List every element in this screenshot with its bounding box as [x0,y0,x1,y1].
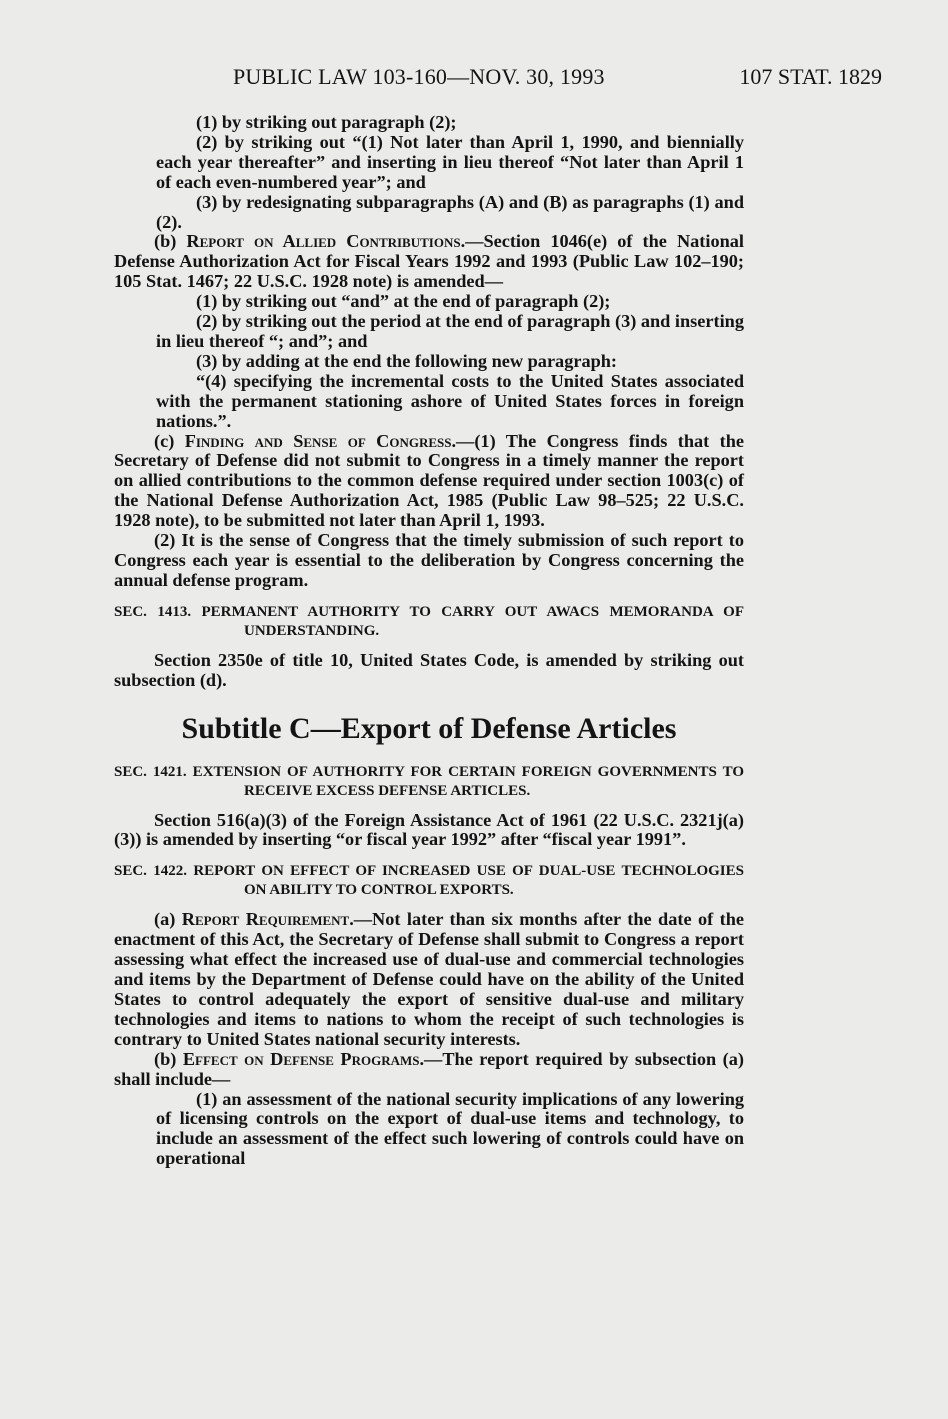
section-1422-b-label: (b) [154,1048,183,1069]
subsection-c-label: (c) [154,430,185,451]
section-1422-a-label: (a) [154,909,182,930]
section-1421-text: Section 516(a)(3) of the Foreign Assistance Act of 1961 (22 U.S.C. 2321j(a)(3)) is amended by inserting “or fiscal year 1992” after “fiscal year 1991”. [114,809,744,850]
paragraph-a2: (2) by striking out “(1) Not later than April 1, 1990, and biennially each year thereafter” and inserting in lieu thereof “Not later than April 1 of each even-numbered year”; and [156,131,744,192]
subsection-b-text: .—Section 1046(e) of the National Defense Authorization Act for Fiscal Years 1992 and 1993 (Public Law 102–190; 105 Stat. 1467; 22 U.S.C. 1928 note) is amended— [114,231,745,292]
page-body [114,113,744,1169]
section-1422-a-text: .—Not later than six months after the date of the enactment of this Act, the Secretary of Defense shall submit to Congress a report assessing what effect the increased use of dual-use and commercial technologies and items by the Department of Defense could have on the ability of the United States to control adequately the export of sensitive dual-use and military technologies and items to nations to whom the receipt of such technologies is contrary to United States national security interests. [114,909,744,1049]
subsection-c-heading: Finding and Sense of Congress [184,430,452,451]
running-header-title: PUBLIC LAW 103-160—NOV. 30, 1993 [233,64,605,89]
subtitle-heading: Subtitle C—Export of Defense Articles [181,711,677,745]
quoted-paragraph-4: “(4) specifying the incremental costs to the United States associated with the permanent stationing ashore of United States forces in foreign nations.”. [156,370,744,431]
subsection-b-heading: Report on Allied Contributions [186,231,461,252]
paragraph-a1: (1) by striking out paragraph (2); [196,112,457,132]
paragraph-b1: (1) by striking out “and” at the end of paragraph (2); [196,291,611,312]
paragraph-b3: (3) by adding at the end the following new paragraph: [196,350,618,371]
section-1422-subsection-b [114,1050,744,1090]
paragraph-c2: (2) It is the sense of Congress that the timely submission of such report to Congress each year is essential to the deliberation by Congress concerning the annual defense program. [114,530,744,590]
section-1421-heading: SEC. 1421. EXTENSION OF AUTHORITY FOR CERTAIN FOREIGN GOVERNMENTS TO RECEIVE EXCESS DEFENSE ARTICLES. [114,763,744,799]
section-1422-a-heading: Report Requirement [181,909,350,930]
paragraph-b2: (2) by striking out the period at the end of paragraph (3) and inserting in lieu thereof “; and”; and [156,311,744,351]
section-1413-text: Section 2350e of title 10, United States Code, is amended by striking out subsection (d). [114,649,744,690]
section-1422-b-text: .—The report required by subsection (a) shall include— [114,1048,744,1089]
section-1422-heading: SEC. 1422. REPORT ON EFFECT OF INCREASED USE OF DUAL-USE TECHNOLOGIES ON ABILITY TO CONTROL EXPORTS. [114,863,744,899]
section-1422-b-heading: Effect on Defense Programs [182,1048,420,1069]
paragraph-a3: (3) by redesignating subparagraphs (A) and (B) as paragraphs (1) and (2). [156,191,744,232]
section-1413-heading: SEC. 1413. PERMANENT AUTHORITY TO CARRY OUT AWACS MEMORANDA OF UNDERSTANDING. [114,603,744,639]
section-1422-subsection-a [114,910,744,1049]
section-1422-paragraph-b1: (1) an assessment of the national security implications of any lowering of licensing controls on the export of dual-use items and technology, to include an assessment of the effect such lowering of controls could have on operational [156,1088,744,1169]
running-header-stat: 107 STAT. 1829 [739,64,882,89]
subsection-c-text: .—(1) The Congress finds that the Secretary of Defense did not submit to Congress in a timely manner the report on allied contributions to the common defense required under section 1003(c) of the National Defense Authorization Act, 1985 (Public Law 98–525; 22 U.S.C. 1928 note), to be submitted not later than April 1, 1993. [114,430,744,531]
subsection-b-label: (b) [154,231,187,252]
subsection-c [114,432,744,532]
subsection-b [114,232,744,292]
